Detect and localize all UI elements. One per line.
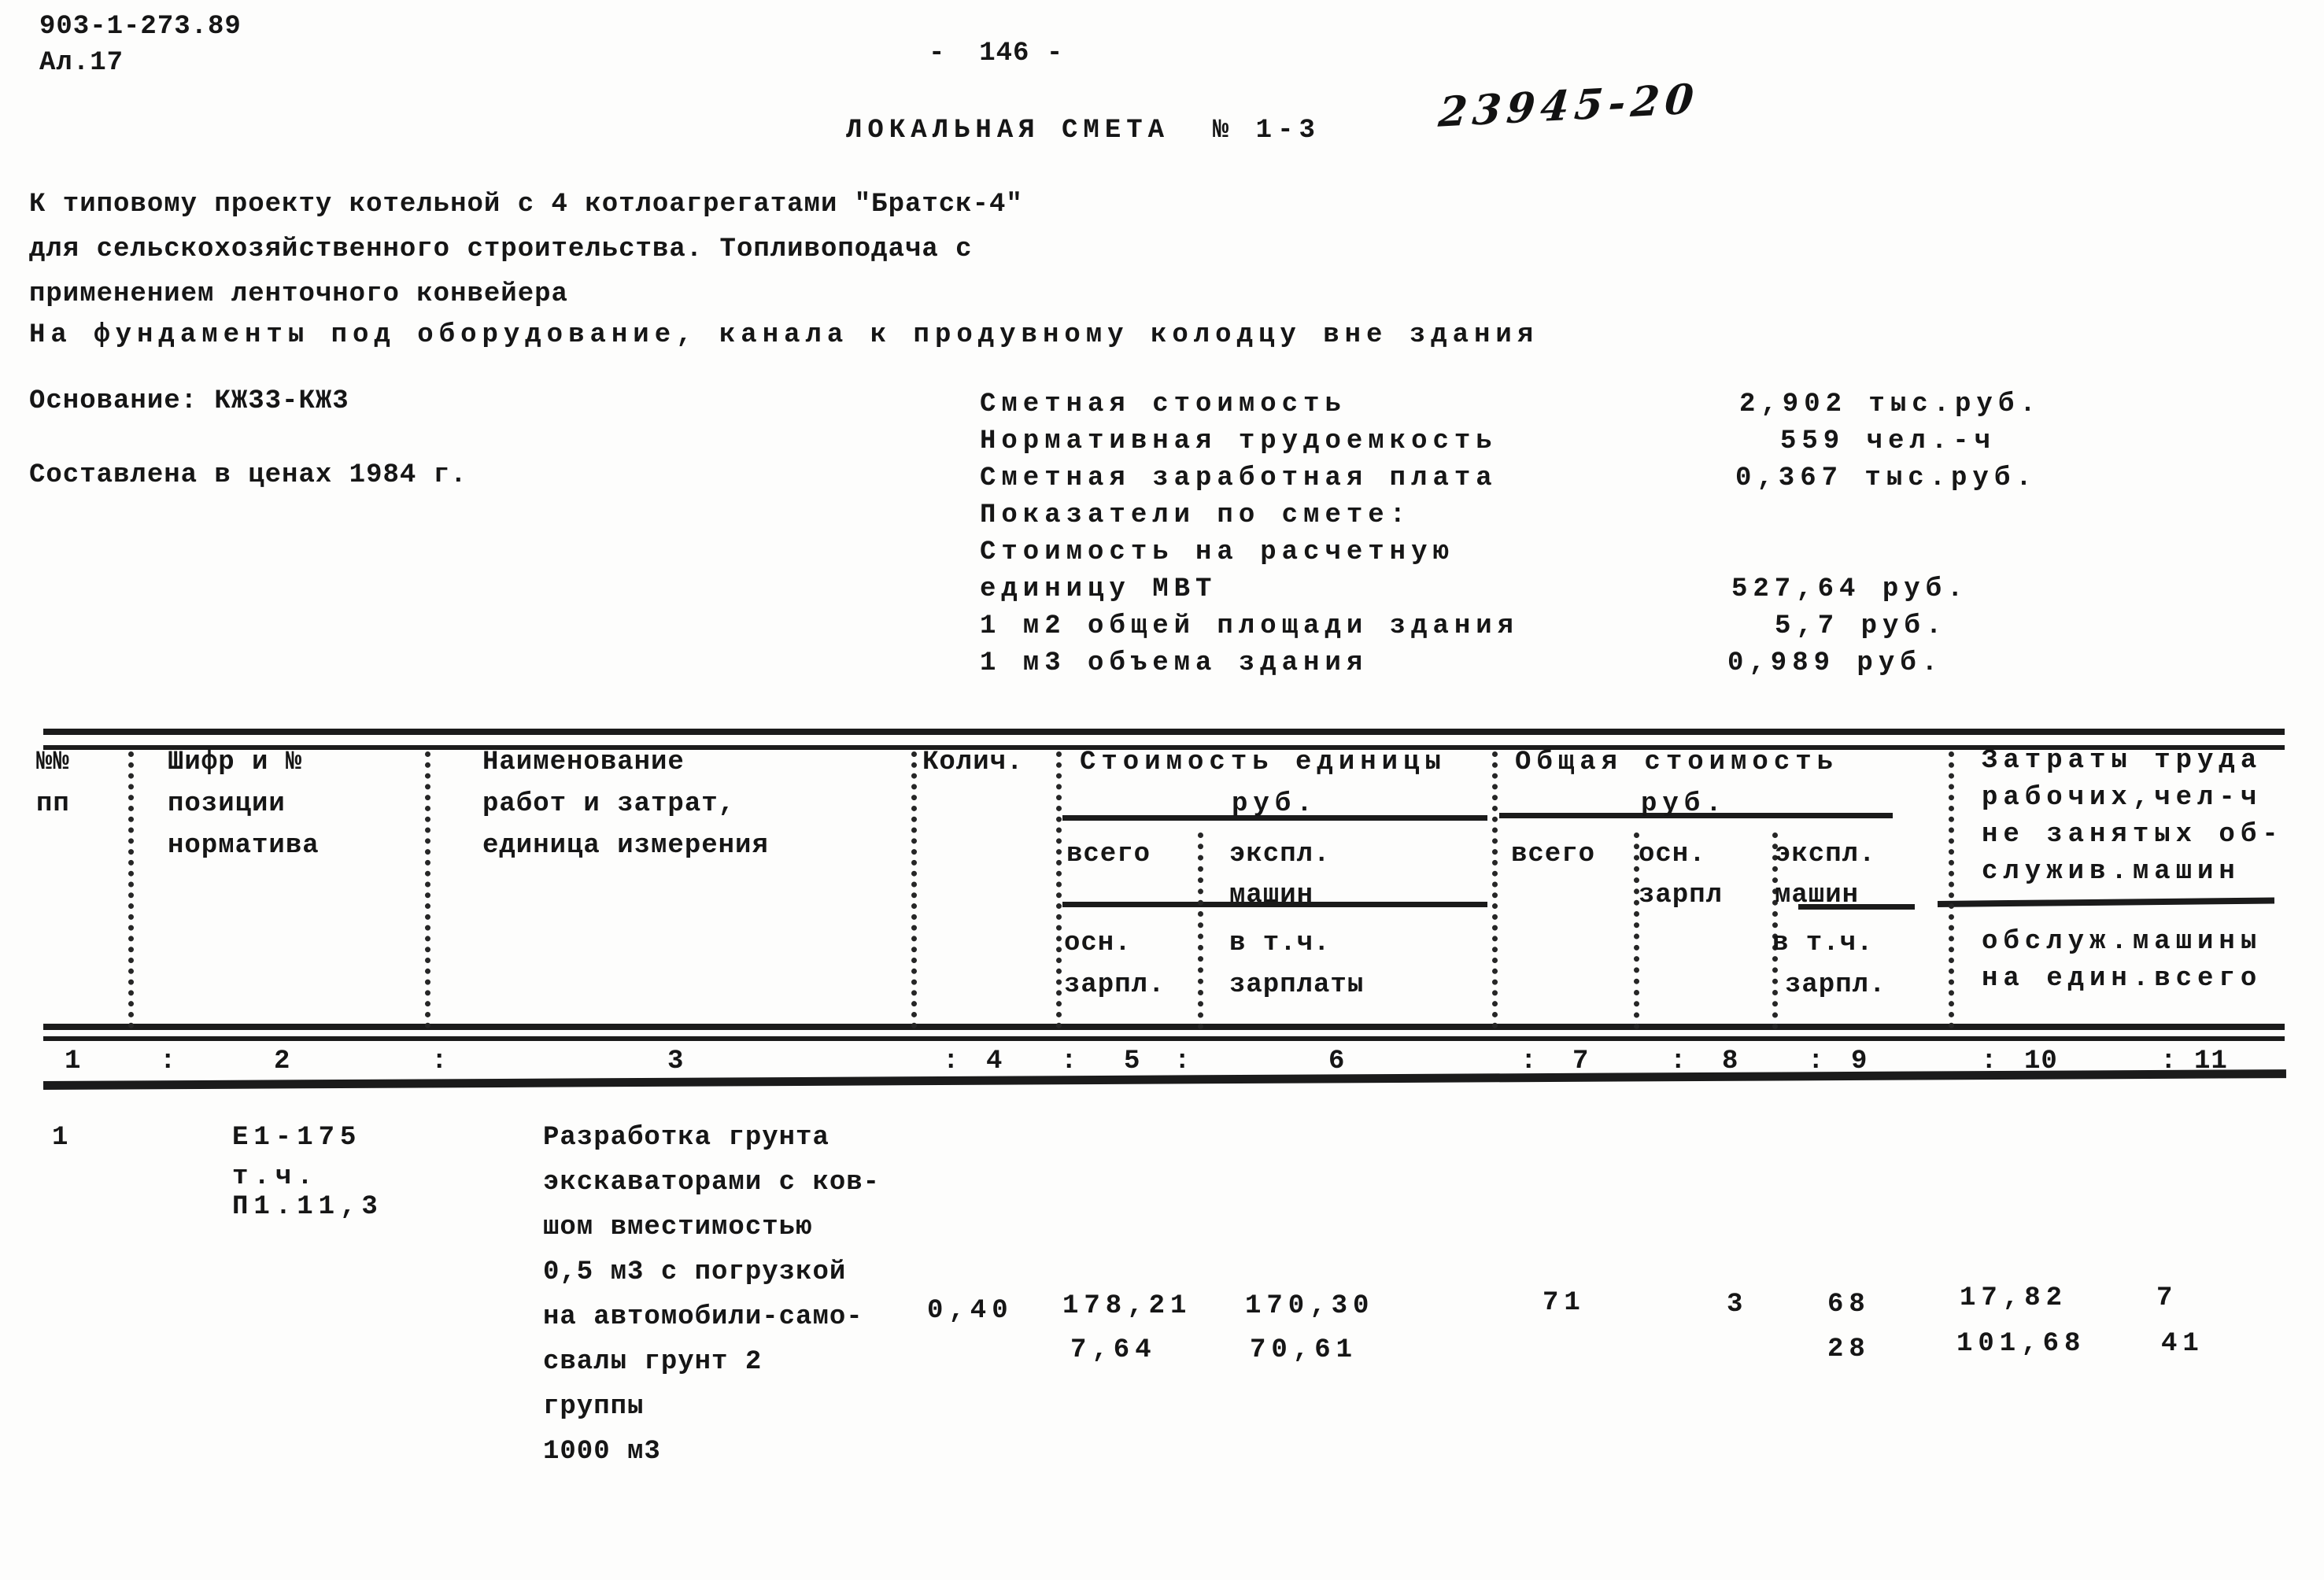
header-total-total: всего bbox=[1511, 840, 1596, 869]
row-total-salary: 3 bbox=[1727, 1290, 1749, 1320]
col-separator bbox=[128, 751, 134, 1028]
row-unit-machines-salary: 70,61 bbox=[1250, 1335, 1358, 1365]
row-name-line: на автомобили-само- bbox=[543, 1302, 863, 1332]
col-number: 8 bbox=[1722, 1047, 1739, 1076]
header-unit-cost-title: Стоимость единицы bbox=[1080, 748, 1446, 777]
header-labor: Затраты труда bbox=[1982, 746, 2263, 776]
intro-line: применением ленточного конвейера bbox=[29, 279, 568, 309]
row-unit-salary: 7,64 bbox=[1070, 1335, 1157, 1365]
header-labor: рабочих,чел-ч bbox=[1982, 783, 2263, 813]
col-separator bbox=[1949, 751, 1954, 1028]
col-number: 5 bbox=[1124, 1047, 1141, 1076]
summary-value: 559 чел.-ч bbox=[1780, 426, 1997, 456]
header-name: работ и затрат, bbox=[482, 789, 736, 819]
row-unit-total: 178,21 bbox=[1062, 1291, 1192, 1321]
header-unit-salary: зарпл. bbox=[1064, 970, 1166, 1000]
col-number-separator: : bbox=[943, 1047, 960, 1076]
col-number: 10 bbox=[2024, 1047, 2058, 1076]
header-labor-sub: обслуж.машины bbox=[1982, 927, 2263, 957]
row-unit-machines: 170,30 bbox=[1245, 1291, 1375, 1321]
row-machinist-labor-per-unit: 7 bbox=[2156, 1283, 2178, 1313]
header-total-machines-salary: в т.ч. bbox=[1772, 928, 1874, 958]
header-qty: Колич. bbox=[922, 748, 1024, 777]
row-name-line: Разработка грунта bbox=[543, 1123, 829, 1153]
col-number-separator: : bbox=[1174, 1047, 1192, 1076]
col-number-separator: : bbox=[431, 1047, 449, 1076]
header-total-cost-unit: руб. bbox=[1641, 789, 1727, 819]
summary-label: 1 м2 общей площади здания bbox=[980, 611, 1520, 641]
row-machinist-labor-total: 41 bbox=[2161, 1329, 2204, 1359]
table-top-rule bbox=[43, 729, 2285, 735]
album-code: Ал.17 bbox=[39, 48, 124, 78]
summary-label: единицу МВТ bbox=[980, 574, 1217, 604]
header-total-machines: машин bbox=[1775, 880, 1860, 910]
compiled-line: Составлена в ценах 1984 г. bbox=[29, 460, 467, 490]
header-total-cost-title: Общая стоимость bbox=[1515, 748, 1839, 777]
col-number-separator: : bbox=[160, 1047, 177, 1076]
col-number-separator: : bbox=[1520, 1047, 1538, 1076]
col-number-separator: : bbox=[2160, 1047, 2178, 1076]
number-row-rule bbox=[43, 1069, 2286, 1090]
col-separator bbox=[1492, 751, 1498, 1028]
header-bottom-rule2 bbox=[43, 1036, 2285, 1041]
row-code: т.ч. bbox=[232, 1162, 319, 1192]
header-unit-machines-salary: в т.ч. bbox=[1229, 928, 1331, 958]
basis-line: Основание: КЖ33-КЖ3 bbox=[29, 386, 349, 416]
row-total-machines-salary: 28 bbox=[1827, 1335, 1871, 1364]
doc-code: 903-1-273.89 bbox=[39, 12, 242, 42]
row-name-line: экскаваторами с ков- bbox=[543, 1168, 881, 1198]
row-name-line: группы bbox=[543, 1392, 645, 1422]
summary-value: 5,7 руб. bbox=[1775, 611, 1948, 641]
row-qty: 0,40 bbox=[927, 1296, 1014, 1326]
handwritten-stamp: 23945-20 bbox=[1436, 75, 1701, 137]
col-number-separator: : bbox=[1061, 1047, 1078, 1076]
subject-line: На фундаменты под оборудование, канала к продувному колодцу вне здания bbox=[29, 320, 1539, 350]
col-number: 6 bbox=[1328, 1047, 1346, 1076]
header-name: единица измерения bbox=[482, 831, 769, 861]
row-labor-total: 101,68 bbox=[1956, 1329, 2086, 1359]
col-number: 2 bbox=[274, 1047, 291, 1076]
col-separator bbox=[911, 751, 917, 1028]
row-code: П1.11,3 bbox=[232, 1192, 383, 1222]
row-name-line: 0,5 м3 с погрузкой bbox=[543, 1257, 847, 1287]
header-unit-machines: машин bbox=[1229, 880, 1314, 910]
header-labor: служив.машин bbox=[1982, 857, 2241, 887]
header-labor: не занятых об- bbox=[1982, 820, 2284, 850]
row-name-line: 1000 м3 bbox=[543, 1437, 661, 1467]
row-labor-per-unit: 17,82 bbox=[1960, 1283, 2068, 1313]
header-unit-machines: экспл. bbox=[1229, 840, 1331, 869]
col-number: 4 bbox=[986, 1047, 1003, 1076]
row-code: Е1-175 bbox=[232, 1123, 362, 1153]
header-code: норматива bbox=[168, 831, 320, 861]
summary-label: Сметная стоимость bbox=[980, 389, 1347, 419]
col-separator bbox=[425, 751, 430, 1028]
intro-line: К типовому проекту котельной с 4 котлоагрегатами "Братск-4" bbox=[29, 190, 1023, 220]
col-number: 11 bbox=[2194, 1047, 2228, 1076]
summary-label: Стоимость на расчетную bbox=[980, 537, 1454, 567]
summary-value: 2,902 тыс.руб. bbox=[1739, 389, 2041, 419]
header-labor-sub: на един.всего bbox=[1982, 964, 2263, 994]
row-name-line: свалы грунт 2 bbox=[543, 1347, 763, 1377]
labor-underline bbox=[1938, 898, 2274, 907]
col-number: 7 bbox=[1572, 1047, 1590, 1076]
header-total-salary: зарпл bbox=[1639, 880, 1724, 910]
summary-label: Нормативная трудоемкость bbox=[980, 426, 1498, 456]
header-code: позиции bbox=[168, 789, 286, 819]
col-number-separator: : bbox=[1981, 1047, 1998, 1076]
col-separator bbox=[1198, 832, 1203, 1029]
header-num: пп bbox=[36, 789, 70, 819]
summary-label: 1 м3 объема здания bbox=[980, 648, 1369, 678]
intro-line: для сельскохозяйственного строительства. Топливоподача с bbox=[29, 234, 973, 264]
header-code: Шифр и № bbox=[168, 748, 303, 777]
col-number: 3 bbox=[667, 1047, 685, 1076]
summary-value: 0,367 тыс.руб. bbox=[1735, 463, 2038, 493]
summary-label: Показатели по смете: bbox=[980, 500, 1412, 530]
header-unit-total: всего bbox=[1066, 840, 1151, 869]
row-num: 1 bbox=[52, 1123, 69, 1153]
col-number: 9 bbox=[1851, 1047, 1868, 1076]
summary-value: 527,64 руб. bbox=[1731, 574, 1969, 604]
header-name: Наименование bbox=[482, 748, 685, 777]
row-total: 71 bbox=[1543, 1288, 1586, 1318]
summary-label: Сметная заработная плата bbox=[980, 463, 1498, 493]
col-number-separator: : bbox=[1808, 1047, 1825, 1076]
doc-title: ЛОКАЛЬНАЯ СМЕТА № 1-3 bbox=[846, 116, 1321, 146]
col-number: 1 bbox=[65, 1047, 82, 1076]
row-total-machines: 68 bbox=[1827, 1290, 1871, 1320]
header-num: №№ bbox=[36, 748, 70, 777]
row-name-line: шом вместимостью bbox=[543, 1213, 813, 1242]
col-separator bbox=[1056, 751, 1062, 1028]
header-total-machines-salary: зарпл. bbox=[1785, 970, 1886, 1000]
header-unit-cost-unit: руб. bbox=[1232, 789, 1318, 819]
col-number-separator: : bbox=[1670, 1047, 1687, 1076]
header-total-machines: экспл. bbox=[1775, 840, 1876, 869]
header-unit-salary: осн. bbox=[1064, 928, 1132, 958]
summary-value: 0,989 руб. bbox=[1727, 648, 1944, 678]
header-total-salary: осн. bbox=[1639, 840, 1706, 869]
header-unit-machines-salary: зарплаты bbox=[1229, 970, 1365, 1000]
page-number: - 146 - bbox=[929, 39, 1064, 68]
